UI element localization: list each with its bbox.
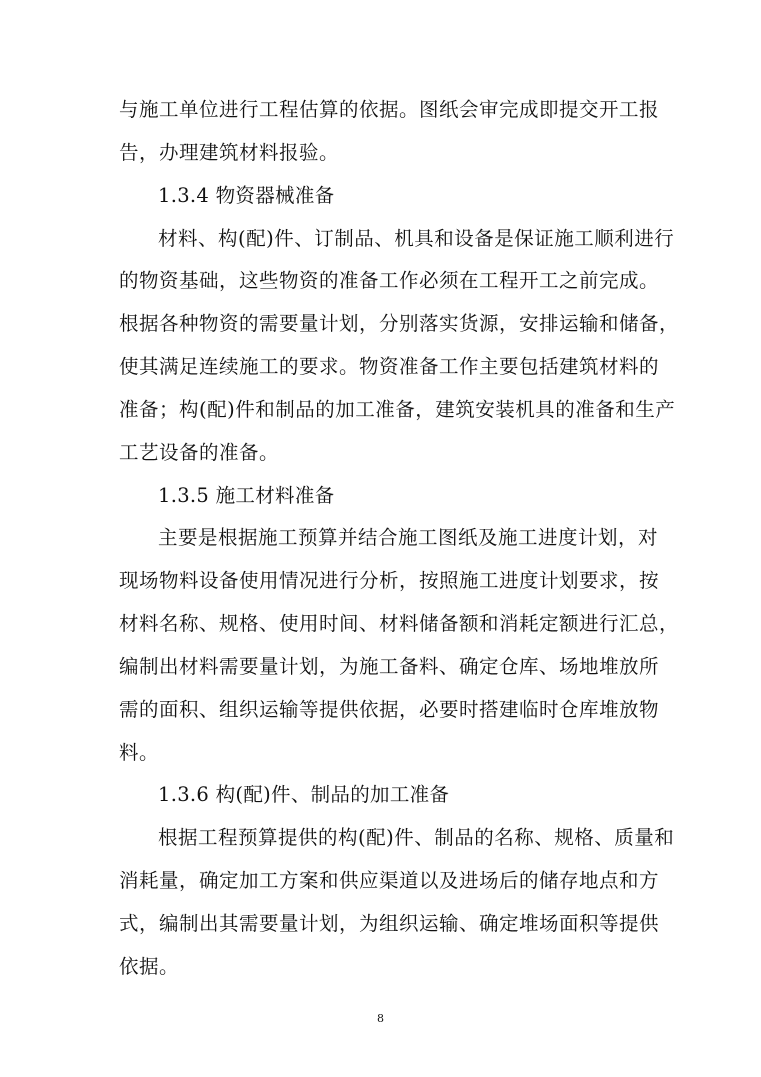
paragraph-line: 需的面积、组织运输等提供依据，必要时搭建临时仓库堆放物 [119,698,660,721]
paragraph-line: 使其满足连续施工的要求。物资准备工作主要包括建筑材料的 [119,355,660,378]
section-heading-1-3-5: 1.3.5 施工材料准备 [158,484,335,507]
paragraph-line: 式，编制出其需要量计划，为组织运输、确定堆场面积等提供 [119,912,660,935]
paragraph-line: 与施工单位进行工程估算的依据。图纸会审完成即提交开工报 [119,98,660,121]
paragraph-line: 料。 [119,741,160,764]
paragraph-line: 依据。 [119,955,180,978]
section-heading-1-3-4: 1.3.4 物资器械准备 [158,184,335,207]
paragraph-line: 告，办理建筑材料报验。 [119,141,340,164]
paragraph-line: 准备；构(配)件和制品的加工准备，建筑安装机具的准备和生产 [119,398,676,421]
paragraph-line: 根据各种物资的需要量计划，分别落实货源，安排运输和储备， [119,312,680,335]
paragraph-line: 根据工程预算提供的构(配)件、制品的名称、规格、质量和 [158,826,675,849]
paragraph-line: 工艺设备的准备。 [119,441,280,464]
paragraph-line: 现场物料设备使用情况进行分析，按照施工进度计划要求，按 [119,569,660,592]
paragraph-line: 消耗量，确定加工方案和供应渠道以及进场后的储存地点和方 [119,869,660,892]
section-heading-1-3-6: 1.3.6 构(配)件、制品的加工准备 [158,783,450,806]
paragraph-line: 材料、构(配)件、订制品、机具和设备是保证施工顺利进行 [158,227,675,250]
paragraph-line: 编制出材料需要量计划，为施工备料、确定仓库、场地堆放所 [119,655,660,678]
page-number: 8 [377,1012,384,1025]
paragraph-line: 主要是根据施工预算并结合施工图纸及施工进度计划，对 [158,526,659,549]
paragraph-line: 的物资基础，这些物资的准备工作必须在工程开工之前完成。 [119,269,660,292]
paragraph-line: 材料名称、规格、使用时间、材料储备额和消耗定额进行汇总， [119,612,680,635]
